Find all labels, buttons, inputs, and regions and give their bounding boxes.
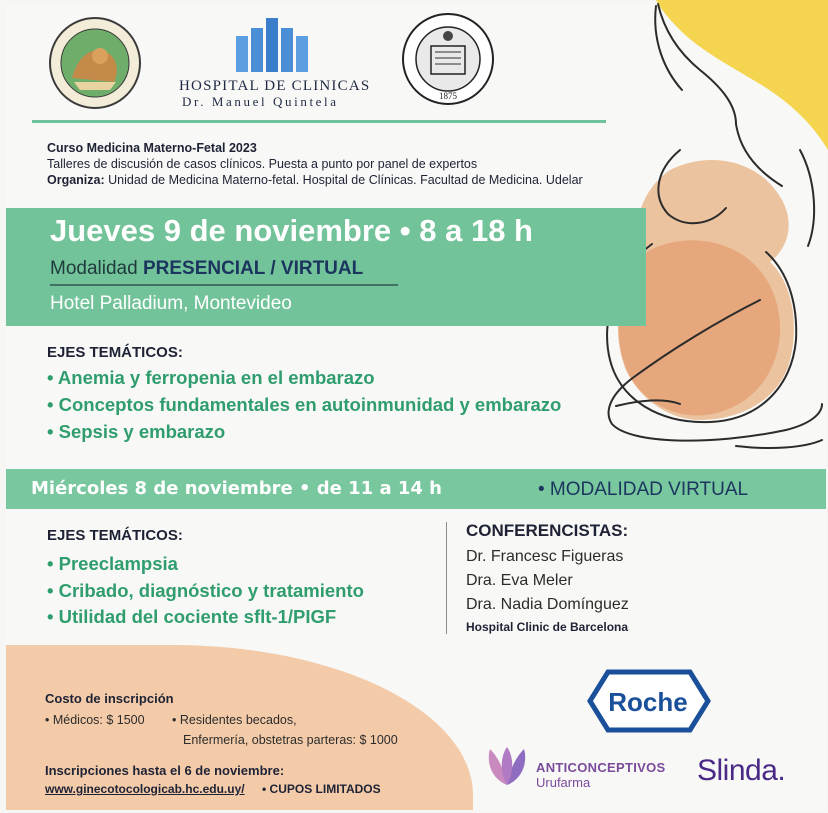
cost-medicos: • Médicos: $ 1500 [45,713,145,727]
urufarma-lotus-icon [484,745,530,787]
roche-logo-text: Roche [608,687,688,717]
hair-shape [656,0,828,150]
session1-place: Hotel Palladium, Montevideo [50,293,292,314]
course-title: Curso Medicina Materno-Fetal 2023 [47,141,257,155]
session1-topic: • Anemia y ferropenia en el embarazo [47,367,375,388]
back-line [800,150,814,246]
session1-modalidad-label: Modalidad [50,258,143,279]
hospital-building-icon [236,18,310,72]
slinda-logo: Slinda. [697,754,786,787]
facultad-seal-year: 1875 [439,91,457,101]
urufarma-label: Urufarma [536,775,591,790]
speaker-name: Dra. Nadia Domínguez [466,596,629,613]
course-info [47,140,583,188]
hospital-name: HOSPITAL DE CLINICAS [179,78,371,94]
header-divider [32,120,606,123]
session2-column-divider [446,522,447,634]
session1-topic: • Sepsis y embarazo [47,421,226,442]
maternidad-seal-logo [48,16,142,110]
session1-modalidad-underline [50,284,398,286]
anticonceptivos-label: ANTICONCEPTIVOS [536,760,666,775]
session1-modalidad [50,258,363,280]
session1-modalidad-value: PRESENCIAL / VIRTUAL [142,258,364,279]
organiza-label: Organiza: [47,173,105,187]
cost-residentes-line1: • Residentes becados, [172,713,297,727]
leg-line [736,440,822,448]
session2-topic: • Cribado, diagnóstico y tratamiento [47,580,364,601]
speaker-name: Dra. Eva Meler [466,572,573,589]
session1-ejes-heading: EJES TEMÁTICOS: [47,344,183,361]
session1-date: Jueves 9 de noviembre • 8 a 18 h [50,213,533,248]
cost-residentes-line2: Enfermería, obstetras parteras: $ 1000 [183,733,398,747]
session2-topic: • Utilidad del cociente sflt-1/PIGF [47,606,337,627]
session2-topic: • Preeclampsia [47,553,178,574]
conferencistas-heading: CONFERENCISTAS: [466,521,629,540]
organiza-text: Unidad de Medicina Materno-fetal. Hospital de Clínicas. Facultad de Medicina. Udelar [104,173,583,187]
course-subtitle: Talleres de discusión de casos clínicos. Puesta a punto por panel de expertos [47,157,478,171]
registration-deadline: Inscripciones hasta el 6 de noviembre: [45,763,285,778]
cupos-limitados: • CUPOS LIMITADOS [262,782,381,796]
registration-link[interactable]: www.ginecotocologicab.hc.edu.uy/ [45,782,245,796]
facultad-seal-logo [401,12,495,108]
cost-heading: Costo de inscripción [45,691,174,706]
speaker-name: Dr. Francesc Figueras [466,548,624,565]
session2-modalidad: • MODALIDAD VIRTUAL [538,479,749,500]
hospital-subtitle: Dr. Manuel Quintela [182,94,339,109]
session1-topic: • Conceptos fundamentales en autoinmunidad y embarazo [47,394,562,415]
session2-ejes-heading: EJES TEMÁTICOS: [47,527,183,544]
session2-date: Miércoles 8 de noviembre • de 11 a 14 h [31,478,442,499]
speakers-affiliation: Hospital Clinic de Barcelona [466,620,629,634]
